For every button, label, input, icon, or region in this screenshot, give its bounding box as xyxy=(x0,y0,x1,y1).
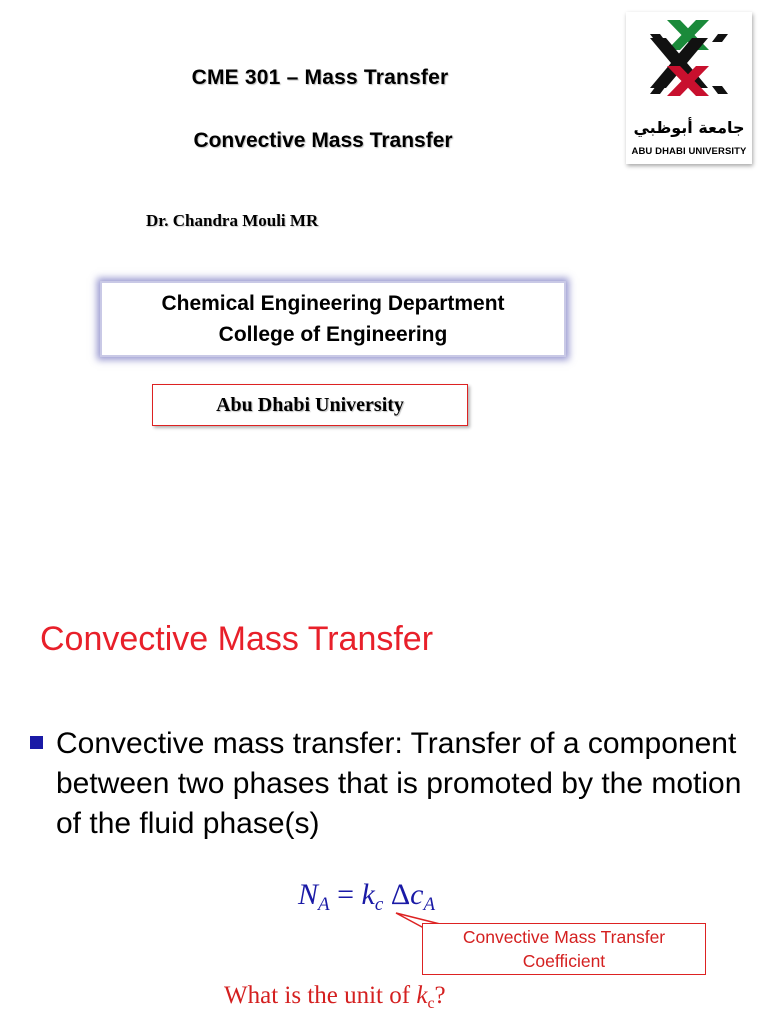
callout-line-1: Convective Mass Transfer xyxy=(462,927,666,947)
department-line-1: Chemical Engineering Department xyxy=(161,292,505,315)
question-prefix: What is the unit of xyxy=(224,982,417,1009)
equation-k: k xyxy=(361,878,375,911)
course-title: CME 301 – Mass Transfer xyxy=(191,66,449,89)
equation-c-subscript: A xyxy=(423,894,436,915)
university-box xyxy=(152,384,468,426)
equation-c: c xyxy=(410,878,424,911)
callout-box xyxy=(422,923,706,975)
department-line-2: College of Engineering xyxy=(218,323,448,346)
bullet-text: Convective mass transfer: Transfer of a component between two phases that is promoted by the motion of the fluid phase(s) xyxy=(56,727,742,840)
equation-k-subscript: c xyxy=(374,894,384,915)
equation-n: N xyxy=(298,878,319,911)
question-k: k xyxy=(416,982,428,1009)
university-name: Abu Dhabi University xyxy=(216,393,404,416)
equation-delta: Δ xyxy=(390,878,411,911)
logo-arabic-name: جامعة أبوظبي xyxy=(633,118,745,137)
question-suffix: ? xyxy=(434,982,446,1009)
instructor-name: Dr. Chandra Mouli MR xyxy=(146,211,319,230)
logo-emblem-icon xyxy=(626,12,752,116)
callout-line-2: Coefficient xyxy=(522,951,606,971)
equation-equals: = xyxy=(337,878,355,911)
logo-english-name: ABU DHABI UNIVERSITY xyxy=(631,146,747,157)
university-logo xyxy=(626,12,752,164)
unit-question xyxy=(224,982,446,1013)
slide-title: Convective Mass Transfer xyxy=(40,620,434,658)
question-k-subscript: c xyxy=(427,995,435,1012)
equation-n-subscript: A xyxy=(318,894,330,915)
lecture-title: Convective Mass Transfer xyxy=(193,129,453,152)
bullet-square-icon xyxy=(30,736,43,749)
department-box xyxy=(100,281,566,357)
